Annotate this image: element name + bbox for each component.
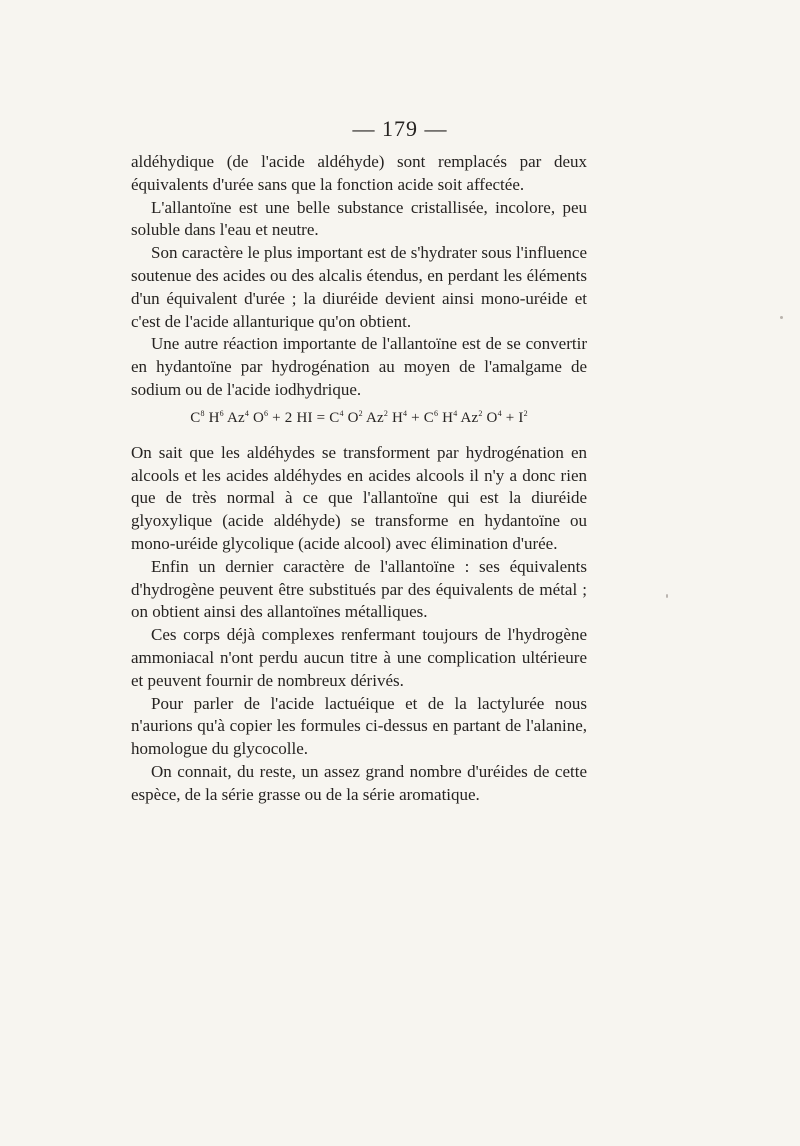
equation-subscript: 4 — [339, 408, 344, 418]
equation-text: C — [190, 409, 201, 426]
equation-text: H — [388, 409, 404, 426]
paragraph: Pour parler de l'acide lactuéique et de la lactylurée nous n'aurions qu'à copier les formules ci-dessus en partant de l'alanine, homologue du glycocolle. — [131, 693, 587, 759]
equation-subscript: 2 — [358, 408, 363, 418]
paper-speck — [780, 316, 783, 319]
equation-text: H — [204, 409, 220, 426]
equation-subscript: 2 — [383, 408, 389, 418]
equation-text: Az — [457, 409, 479, 426]
equation-text: O — [482, 409, 498, 426]
equation-text: H — [438, 409, 454, 426]
paragraph: On connait, du reste, un assez grand nombre d'uréides de cette espèce, de la série grasse ou de la série aromatique. — [131, 761, 587, 804]
equation-text: O — [249, 409, 265, 426]
page-number: — 179 — — [352, 116, 448, 141]
body-text — [131, 151, 587, 807]
equation-subscript: 8 — [200, 408, 205, 418]
paragraph: Son caractère le plus important est de s'hydrater sous l'influence soutenue des acides ou des alcalis étendus, en perdant les éléments d'un équivalent d'urée ; la diuréide devient ainsi mono-uréide et c'est de l'acide allanturique qu'on obtient. — [131, 243, 587, 331]
paragraph: Enfin un dernier caractère de l'allantoïne : ses équivalents d'hydrogène peuvent être substitués par des équivalents de métal ; on obtient ainsi des allantoïnes métalliques. — [131, 556, 587, 622]
paragraph: L'allantoïne est une belle substance cristallisée, incolore, peu soluble dans l'eau et neutre. — [131, 197, 587, 240]
equation-subscript: 6 — [219, 408, 224, 418]
equation-text: + C — [407, 409, 434, 426]
equation-text: Az — [223, 409, 245, 426]
equation-text: O — [343, 409, 359, 426]
paper-speck — [666, 594, 668, 598]
paragraph: Ces corps déjà complexes renfermant toujours de l'hydrogène ammoniacal n'ont perdu aucun titre à une complication ultérieure et peuvent fournir de nombreux dérivés. — [131, 625, 587, 690]
paragraph: Une autre réaction importante de l'allantoïne est de se convertir en hydantoïne par hydrogénation au moyen de l'amalgame de sodium ou de l'acide iodhydrique. — [131, 334, 587, 399]
equation-text: + I — [501, 409, 524, 426]
equation-text: Az — [362, 409, 384, 426]
equation-text: + 2 HI = C — [268, 409, 340, 426]
chemical-equation — [131, 405, 587, 431]
paragraph: On sait que les aldéhydes se transforment par hydrogénation en alcools et les acides aldéhydes en acides alcools il n'y a donc rien que de très normal à ce que l'allantoïne qui est la diuréide glyoxylique (acide aldéhyde) se transforme en hydantoïne ou mono-uréide glycolique (acide alcool) avec élimination d'urée. — [131, 442, 587, 553]
equation-subscript: 2 — [478, 408, 483, 418]
equation-subscript: 4 — [403, 408, 408, 418]
paragraph: aldéhydique (de l'acide aldéhyde) sont remplacés par deux équivalents d'urée sans que la fonction acide soit affectée. — [131, 152, 587, 194]
equation-subscript: 6 — [264, 408, 269, 418]
equation-subscript: 4 — [497, 408, 502, 418]
equation-subscript: 4 — [244, 408, 250, 418]
equation-subscript: 2 — [523, 408, 528, 418]
equation-subscript: 6 — [434, 408, 439, 418]
equation-subscript: 4 — [453, 408, 458, 418]
